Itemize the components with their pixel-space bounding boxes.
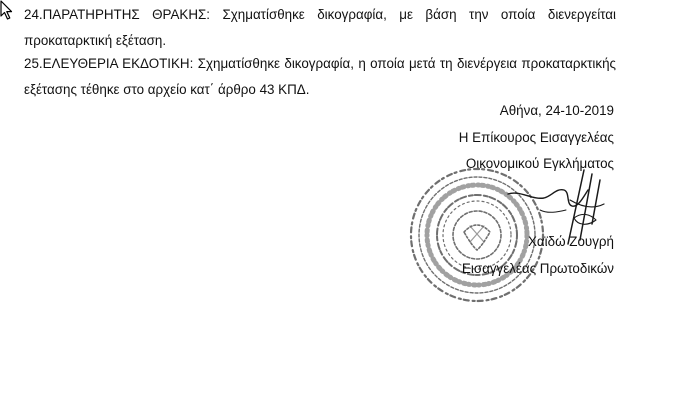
- paragraph-24-line-2: προκαταρκτική εξέταση.: [24, 33, 167, 48]
- paragraph-item-24: [24, 2, 616, 54]
- paragraph-25-line-2: εξέτασης τέθηκε στο αρχείο κατ΄ άρθρο 43 ΚΠΔ.: [24, 82, 310, 97]
- signature-role-line-3: Εισαγγελέας Πρωτοδικών: [461, 261, 614, 276]
- paragraph-item-25: [24, 51, 616, 103]
- signature-place-date: Αθήνα, 24-10-2019: [499, 103, 614, 118]
- paragraph-25-line-1: 25.ΕΛΕΥΘΕΡΙΑ ΕΚΔΟΤΙΚΗ: Σχηματίσθηκε δικογραφία, η οποία μετά τη διενέργεια προκαταρκτικής: [24, 56, 616, 71]
- mouse-pointer-icon: [0, 0, 14, 20]
- signature-role-line-1: Η Επίκουρος Εισαγγελέας: [458, 130, 614, 145]
- signatory-name: Χαϊδώ Ζουγρή: [528, 234, 614, 249]
- signature-role-line-2: Οικονομικού Εγκλήματος: [465, 156, 614, 171]
- paragraph-24-line-1: 24.ΠΑΡΑΤΗΡΗΤΗΣ ΘΡΑΚΗΣ: Σχηματίσθηκε δικογραφία, με βάση την οποία διενεργείται: [24, 7, 616, 22]
